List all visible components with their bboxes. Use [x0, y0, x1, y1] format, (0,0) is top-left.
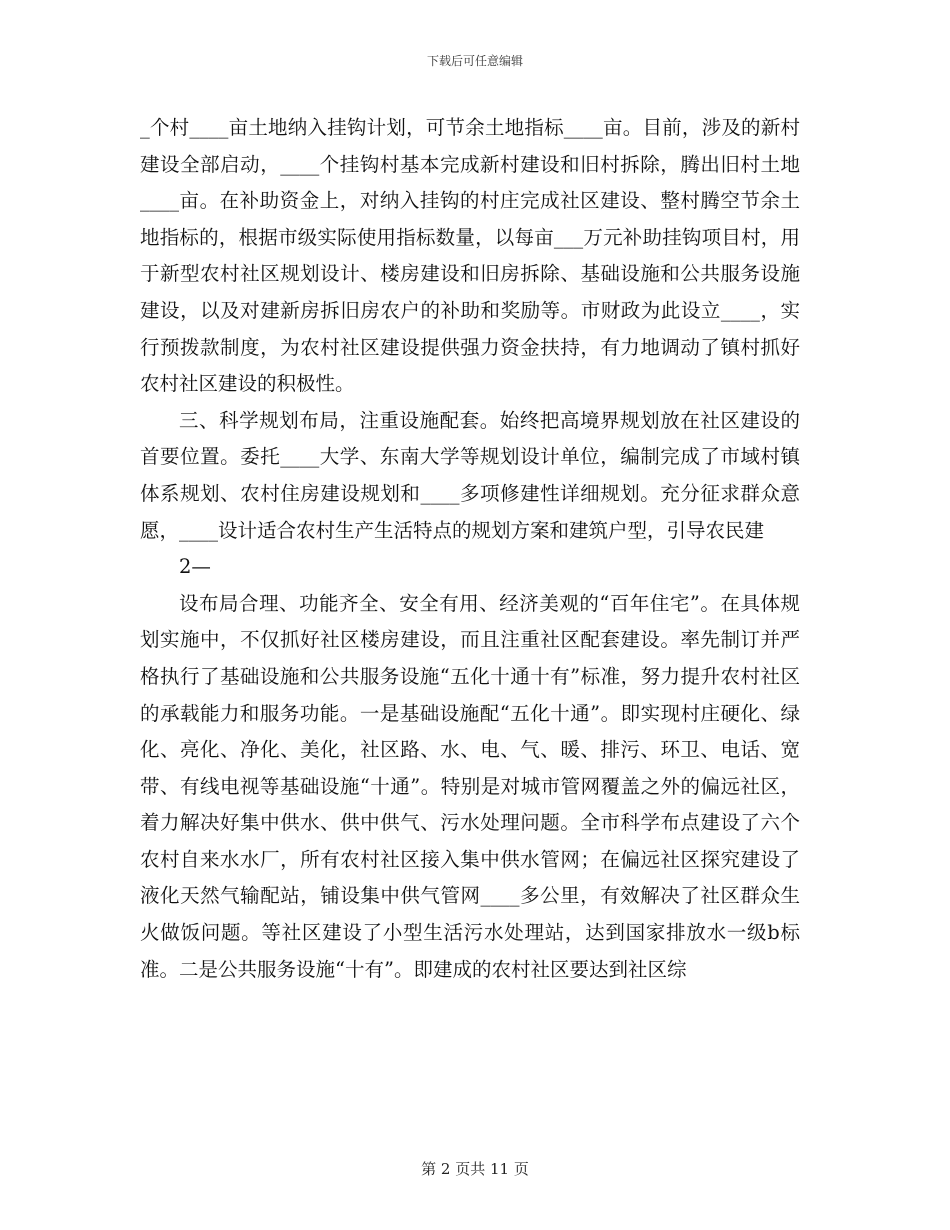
paragraph-planning: 三、科学规划布局，注重设施配套。始终把高境界规划放在社区建设的首要位置。委托____大学、东南大学等规划设计单位，编制完成了市域村镇体系规划、农村住房建设规划和____多项修建性详细规划。充分征求群众意愿，____设计适合农村生产生活特点的规划方案和建筑户型，引导农民建	[140, 408, 800, 542]
document-body	[140, 110, 800, 988]
page-footer: 第 2 页共 11 页	[421, 1160, 529, 1178]
header-note: 下载后可任意编辑	[426, 54, 523, 68]
page-marker: 2—	[179, 555, 211, 579]
paragraph-funding: _个村____亩土地纳入挂钩计划，可节余土地指标____亩。目前，涉及的新村建设全部启动，____个挂钩村基本完成新村建设和旧村拆除，腾出旧村土地____亩。在补助资金上，对纳入挂钩的村庄完成社区建设、整村腾空节余土地指标的，根据市级实际使用指标数量，以每亩___万元补助挂钩项目村，用于新型农村社区规划设计、楼房建设和旧房拆除、基础设施和公共服务设施建设，以及对建新房拆旧房农户的补助和奖励等。市财政为此设立____，实行预拨款制度，为农村社区建设提供强力资金扶持，有力地调动了镇村抓好农村社区建设的积极性。	[140, 116, 800, 396]
paragraph-facilities: 设布局合理、功能齐全、安全有用、经济美观的“百年住宅”。在具体规划实施中，不仅抓好社区楼房建设，而且注重社区配套建设。率先制订并严格执行了基础设施和公共服务设施“五化十通十有”标准，努力提升农村社区的承载能力和服务功能。一是基础设施配“五化十通”。即实现村庄硬化、绿化、亮化、净化、美化，社区路、水、电、气、暖、排污、环卫、电话、宽带、有线电视等基础设施“十通”。特别是对城市管网覆盖之外的偏远社区，着力解决好集中供水、供中供气、污水处理问题。全市科学布点建设了六个农村自来水水厂，所有农村社区接入集中供水管网；在偏远社区探究建设了液化天然气输配站，铺设集中供气管网____多公里，有效解决了社区群众生火做饭问题。等社区建设了小型生活污水处理站，达到国家排放水一级b标准。二是公共服务设施“十有”。即建成的农村社区要达到社区综	[140, 591, 800, 981]
